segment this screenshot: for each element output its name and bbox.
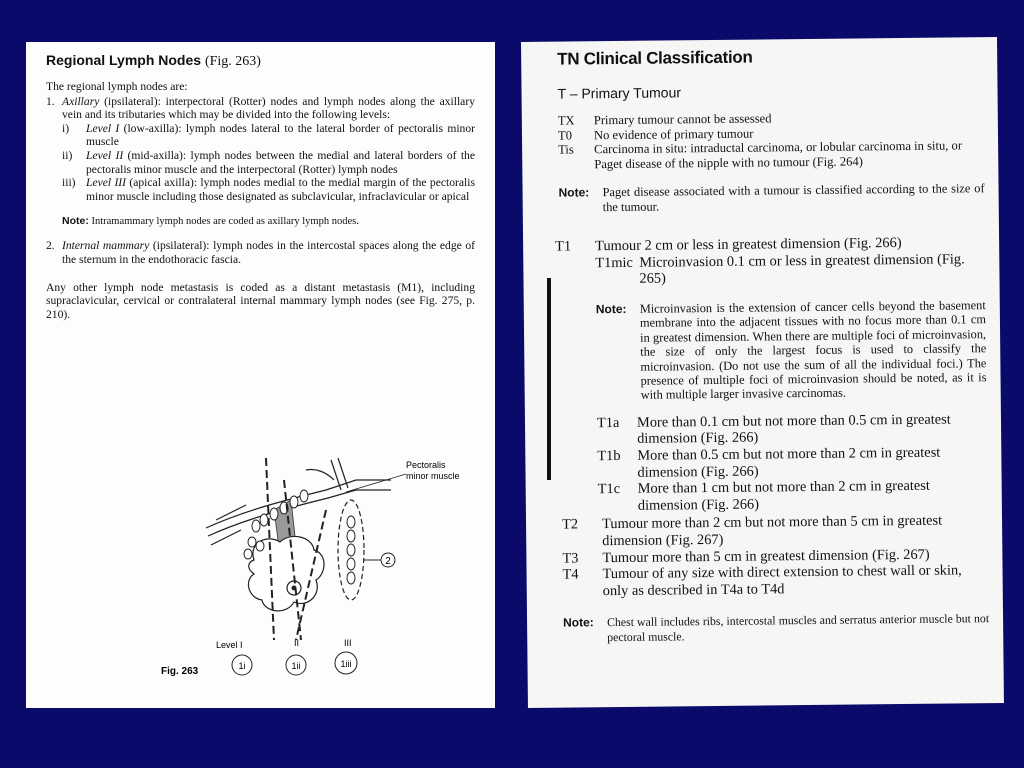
page-title	[46, 52, 475, 70]
note-text: Microinvasion is the extension of cancer cells beyond the basement membrane into the adjacent tissues with no focus more than 0.1 cm in greatest dimension. When there are multiple foci of microinvasion, the size of only the largest focus is used to classify the microinvasion. (Do not use the sum of all the individual foci.) The presence of multiple foci of microinvasion should be noted, as it is with multiple larger invasive carcinomas.	[639, 298, 987, 403]
level-text: (low-axilla): lymph nodes lateral to the lateral border of pectoralis minor muscle	[86, 121, 476, 149]
internal-mammary-item	[46, 239, 475, 266]
row-text: Tumour more than 2 cm but not more than 5 cm in greatest dimension (Fig. 267)	[601, 512, 943, 550]
level-text: (apical axilla): lymph nodes medial to the medial margin of the pectoralis minor muscle including those designated as subclavicular, infraclavicular or apical	[86, 176, 475, 203]
circle-2-label: 2	[385, 556, 391, 567]
row-code: T1b	[597, 447, 621, 465]
t1-sub-row	[597, 444, 987, 481]
item-text: (ipsilateral): lymph nodes in the intercostal spaces along the edge of the sternum in the endothoracic fascia.	[62, 239, 475, 266]
level-text: (mid-axilla): lymph nodes between the medial and lateral borders of the pectoralis minor muscle and the interpectoral (Rotter) lymph nodes	[86, 148, 475, 176]
paget-note	[559, 182, 985, 215]
level-number: iii)	[62, 176, 76, 190]
note-text: Intramammary lymph nodes are coded as axillary lymph nodes.	[91, 216, 359, 228]
other-metastasis-text: Any other lymph node metastasis is coded as a distant metastasis (M1), including supraclavicular, cervical or contralateral internal mammary lymph nodes (see Fig. 275, p. 210).	[46, 280, 475, 321]
row-text: Primary tumour cannot be assessed	[593, 111, 772, 128]
classification-row	[558, 138, 984, 172]
row-code: T4	[562, 566, 579, 583]
section-subtitle: T – Primary Tumour	[557, 84, 682, 102]
title-text: Regional Lymph Nodes	[46, 52, 202, 68]
level-II-label: II	[294, 638, 300, 648]
row-code: TX	[557, 113, 575, 128]
row-code: T0	[557, 128, 573, 143]
row-text: More than 0.5 cm but not more than 2 cm in greatest dimension (Fig. 266)	[637, 444, 941, 481]
row-text: Tumour more than 5 cm in greatest dimension (Fig. 267)	[602, 546, 930, 566]
note-text: Paget disease associated with a tumour is classified according to the size of the tumour.	[602, 181, 985, 214]
row-code: T1mic	[595, 254, 633, 272]
level-item	[62, 149, 475, 176]
lymph-node-diagram	[156, 450, 476, 700]
row-code: T3	[562, 549, 579, 567]
intro-text: The regional lymph nodes are:	[46, 80, 188, 93]
note-label: Note:	[558, 185, 590, 200]
t1-sub-row	[598, 477, 988, 514]
t2-row	[562, 513, 988, 551]
row-text: Carcinoma in situ: intraductal carcinoma, or lobular carcinoma in situ, or Paget disease of the nipple with no tumour (Fig. 264)	[594, 138, 963, 172]
circle-1i-label: 1i	[238, 661, 246, 671]
margin-bar	[547, 278, 551, 480]
row-text: Microinvasion 0.1 cm or less in greatest dimension (Fig. 265)	[639, 251, 965, 288]
level-name: Level I	[86, 121, 120, 135]
row-code: T1	[555, 238, 572, 255]
item-text: (ipsilateral): interpectoral (Rotter) nodes and lymph nodes along the axillary vein and its tributaries which may be divided into the following levels:	[62, 94, 475, 122]
level-III-label: III	[344, 638, 352, 648]
microinvasion-note	[596, 298, 987, 403]
muscle-label-line2: minor muscle	[406, 471, 460, 481]
right-page	[521, 37, 1004, 708]
level-item	[62, 122, 475, 149]
level-name: Level II	[86, 148, 124, 162]
level-name: Level III	[86, 176, 127, 190]
circle-1ii-label: 1ii	[291, 661, 301, 671]
page-title: TN Clinical Classification	[557, 47, 753, 69]
level-I-label: Level I	[216, 640, 243, 650]
row-code: T1a	[596, 414, 620, 432]
row-text: More than 0.1 cm but not more than 0.5 cm in greatest dimension (Fig. 266)	[636, 411, 951, 448]
note-label: Note:	[563, 615, 594, 630]
title-fig-ref: (Fig. 263)	[204, 54, 261, 69]
item-number: 1.	[46, 94, 55, 108]
row-text: No evidence of primary tumour	[593, 126, 754, 142]
note-label: Note:	[595, 301, 627, 317]
muscle-label-line1: Pectoralis	[406, 460, 446, 470]
intramammary-note	[62, 215, 475, 227]
row-code: T2	[561, 516, 579, 533]
row-text: Tumour 2 cm or less in greatest dimension (Fig. 266)	[595, 235, 902, 255]
axillary-item	[46, 95, 475, 204]
chest-wall-note	[563, 611, 989, 644]
t1-sub-row	[597, 411, 987, 448]
t4-row	[562, 562, 988, 600]
row-code: T1c	[597, 481, 621, 498]
figure-label: Fig. 263	[161, 666, 199, 677]
level-number: ii)	[62, 148, 73, 162]
row-text: More than 1 cm but not more than 2 cm in greatest dimension (Fig. 266)	[637, 477, 930, 514]
item-number: 2.	[46, 239, 55, 253]
circle-1iii-label: 1iii	[340, 659, 352, 669]
row-code: Tis	[558, 142, 574, 157]
levels-list	[62, 122, 475, 204]
item-name: Axillary	[62, 94, 100, 108]
level-item	[62, 176, 475, 203]
level-number: i)	[62, 121, 70, 135]
row-text: Tumour of any size with direct extension to chest wall or skin, only as described in T4a to T4d	[602, 562, 962, 599]
t1mic-row	[595, 251, 985, 288]
note-text: Chest wall includes ribs, intercostal muscles and serratus anterior muscle but not pectoral muscle.	[607, 611, 990, 644]
item-name: Internal mammary	[62, 239, 150, 253]
note-label: Note:	[62, 215, 89, 228]
